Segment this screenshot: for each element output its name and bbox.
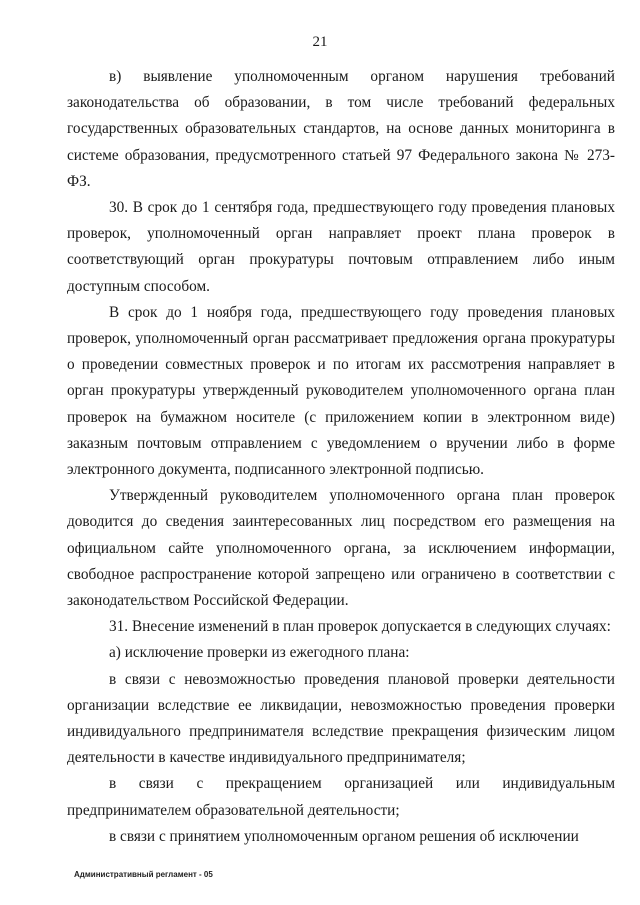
paragraph-monitoring: в) выявление уполномоченным органом нарушения требований законодательства об образовании, в том числе требований федеральных государственных образовательных стандартов, на основе данных мониторинга в системе образования, предусмотренного статьей 97 Федерального закона № 273-ФЗ. [67, 68, 615, 190]
paragraph-30: 30. В срок до 1 сентября года, предшествующего году проведения плановых проверок, уполномоченный орган направляет проект плана проверок в соответствующий орган прокуратуры почтовым отправлением либо иным доступным способом. [67, 199, 615, 295]
paragraph-plan-publication: Утвержденный руководителем уполномоченного органа план проверок доводится до сведения заинтересованных лиц посредством его размещения на официальном сайте уполномоченного органа, за исключением информации, свободное распространение которой запрещено или ограничено в соответствии с законодательством Российской Федерации. [67, 487, 615, 610]
footer-label: Административный регламент - 05 [74, 870, 213, 879]
page-number: 21 [312, 34, 328, 50]
paragraph-31-a: а) исключение проверки из ежегодного плана: [109, 644, 410, 662]
paragraph-exclusion-decision: в связи с принятием уполномоченным органом решения об исключении [109, 827, 579, 845]
paragraph-liquidation: в связи с невозможностью проведения плановой проверки деятельности организации вследствие ее ликвидации, невозможностью проведения проверки индивидуального предпринимателя вследствие прекращения физическим лицом деятельности в качестве индивидуального предпринимателя; [67, 670, 615, 767]
paragraph-31: 31. Внесение изменений в план проверок допускается в следующих случаях: [109, 618, 611, 636]
paragraph-november: В срок до 1 ноября года, предшествующего году проведения плановых проверок, уполномоченный орган рассматривает предложения органа прокуратуры о проведении совместных проверок и по итогам их рассмотрения направляет в орган прокуратуры утвержденный руководителем уполномоченного органа план проверок на бумажном носителе (с приложением копии в электронном виде) заказным почтовым отправлением с уведомлением о вручении либо в форме электронного документа, подписанного электронной подписью. [67, 303, 615, 479]
document-body [67, 64, 615, 850]
paragraph-termination: в связи с прекращением организацией или индивидуальным предпринимателем образовательной деятельности; [67, 775, 615, 819]
